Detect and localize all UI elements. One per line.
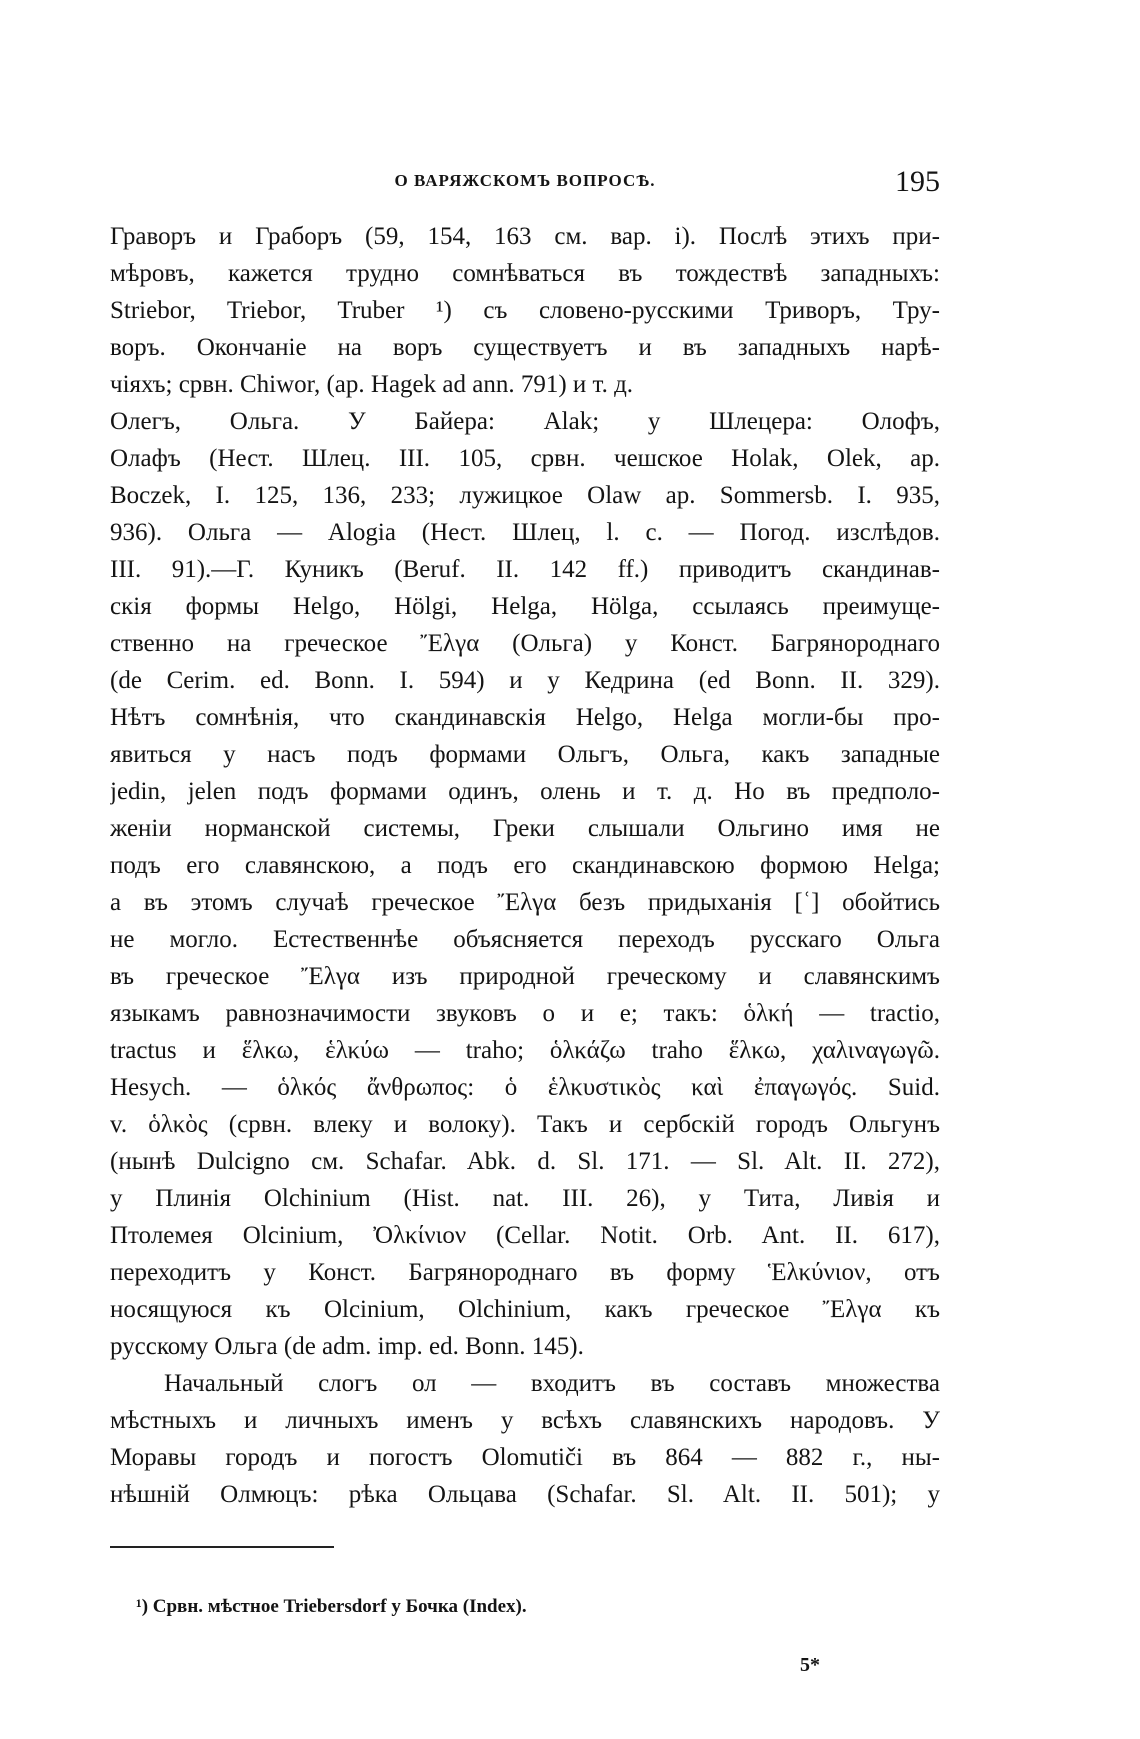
text-line: чіяхъ; срвн. Chiwor, (ар. Hagek ad ann. 791) и т. д. bbox=[110, 371, 634, 398]
text-line: женіи норманской системы, Греки слышали Ольгино имя не bbox=[110, 815, 940, 842]
text-line: Олегъ, Ольга. У Байера: Alak; у Шлецера: Олофъ, bbox=[110, 408, 940, 435]
text-line: явиться у насъ подъ формами Ольгъ, Ольга, какъ западные bbox=[110, 741, 940, 768]
text-line: v. ὁλκὸς (срвн. влеку и волоку). Такъ и сербскій городъ Ольгунъ bbox=[110, 1111, 940, 1138]
text-line: Начальный слогъ ол — входитъ въ составъ множества bbox=[164, 1370, 940, 1397]
text-line: Boczek, I. 125, 136, 233; лужицкое Olaw ap. Sommersb. I. 935, bbox=[110, 482, 940, 509]
page-header bbox=[110, 165, 940, 205]
text-line: нѣшній Олмюцъ: рѣка Ольцава (Schafar. Sl. Alt. II. 501); у bbox=[110, 1481, 940, 1508]
footnote-divider bbox=[110, 1546, 334, 1548]
text-line: Моравы городъ и погостъ Olomutiči въ 864 — 882 г., ны- bbox=[110, 1444, 940, 1471]
text-line: воръ. Окончаніе на воръ существуетъ и въ западныхъ нарѣ- bbox=[110, 334, 940, 361]
text-line: языкамъ равнозначимости звуковъ о и е; такъ: ὁλκή — tractio, bbox=[110, 1000, 940, 1027]
text-line: не могло. Естественнѣе объясняется переходъ русскаго Ольга bbox=[110, 926, 940, 953]
running-title: О ВАРЯЖСКОМЪ ВОПРОСѢ. bbox=[394, 171, 656, 190]
text-line: переходитъ у Конст. Багрянороднаго въ форму Ἑλκύνιον, отъ bbox=[110, 1259, 940, 1286]
text-line: (нынѣ Dulcigno см. Schafar. Abk. d. Sl. 171. — Sl. Alt. II. 272), bbox=[110, 1148, 940, 1175]
text-line: мѣровъ, кажется трудно сомнѣваться въ тождествѣ западныхъ: bbox=[110, 260, 940, 287]
text-line: въ греческое Ἔλγα изъ природной греческому и славянскимъ bbox=[110, 963, 940, 990]
text-line: Птолемея Olcinium, Ὀλκίνιον (Cellar. Notit. Orb. Ant. II. 617), bbox=[110, 1222, 940, 1249]
text-line: мѣстныхъ и личныхъ именъ у всѣхъ славянскихъ народовъ. У bbox=[110, 1407, 940, 1434]
text-line: ственно на греческое Ἔλγα (Ольга) у Конст. Багрянороднаго bbox=[110, 630, 940, 657]
text-line: Striebor, Triebor, Truber ¹) съ словено-русскими Триворъ, Тру- bbox=[110, 297, 940, 324]
text-line: Олафъ (Нест. Шлец. III. 105, срвн. чешское Holak, Olek, ap. bbox=[110, 445, 940, 472]
text-line: Граворъ и Граборъ (59, 154, 163 см. вар. і). Послѣ этихъ при- bbox=[110, 223, 940, 250]
text-line: (de Cerim. ed. Bonn. I. 594) и у Кедрина (ed Bonn. II. 329). bbox=[110, 667, 940, 694]
text-line: Нѣтъ сомнѣнія, что скандинавскія Helgo, Helga могли-бы про- bbox=[110, 704, 940, 731]
text-line: а въ этомъ случаѣ греческое Ἔλγα безъ придыханія [ʿ] обойтись bbox=[110, 889, 940, 916]
text-line: III. 91).—Г. Куникъ (Beruf. II. 142 ff.) приводитъ скандинав- bbox=[110, 556, 940, 583]
text-line: tractus и ἕλκω, ἑλκύω — traho; ὁλκάζω traho ἕλκω, χαλιναγωγῶ. bbox=[110, 1037, 940, 1064]
text-line: у Плинія Olchinium (Hist. nat. III. 26), у Тита, Ливія и bbox=[110, 1185, 940, 1212]
text-line: носящуюся къ Olcinium, Olchinium, какъ греческое Ἔλγα къ bbox=[110, 1296, 940, 1323]
footnote: ¹) Срвн. мѣстное Triebersdorf у Бочка (Index). bbox=[136, 1596, 527, 1617]
body-text bbox=[110, 218, 940, 1513]
text-line: скія формы Helgo, Hölgi, Helga, Hölga, ссылаясь преимуще- bbox=[110, 593, 940, 620]
text-line: подъ его славянскою, а подъ его скандинавскою формою Helga; bbox=[110, 852, 940, 879]
text-line: 936). Ольга — Alogia (Нест. Шлец, l. с. — Погод. изслѣдов. bbox=[110, 519, 940, 546]
text-line: русскому Ольга (de adm. imp. ed. Bonn. 145). bbox=[110, 1333, 584, 1360]
signature-mark: 5* bbox=[800, 1654, 820, 1676]
text-line: jedin, jelen подъ формами одинъ, олень и т. д. Но въ предполо- bbox=[110, 778, 940, 805]
text-line: Hesych. — ὁλκός ἄνθρωπος: ὁ ἑλκυστικὸς καὶ ἐπαγωγός. Suid. bbox=[110, 1074, 940, 1101]
page-number: 195 bbox=[895, 165, 940, 198]
